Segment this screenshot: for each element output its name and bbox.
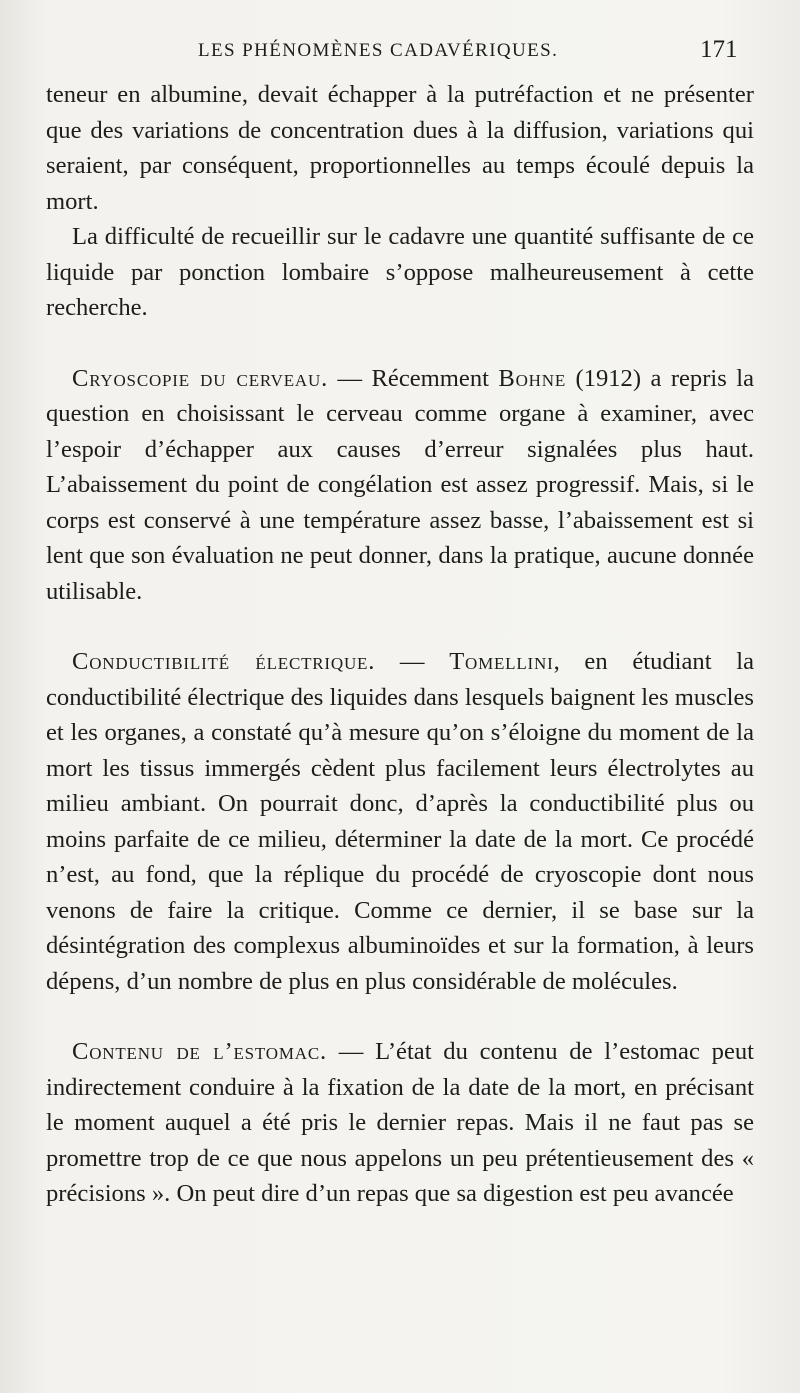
body-text	[46, 77, 754, 1212]
section-body-cryoscopie: (1912) a repris la question en choisissant le cerveau comme organe à examiner, avec l’espoir d’échapper aux causes d’erreur signalées plus haut. L’abaissement du point de congélation est assez progressif. Mais, si le corps est conservé à une température assez basse, l’abaissement est si lent que son évaluation ne peut donner, dans la pratique, aucune donnée utilisable.	[46, 364, 755, 605]
section-conductibilite	[46, 644, 754, 999]
paragraph-continuation: teneur en albumine, devait échapper à la putréfaction et ne présenter que des variations de concentration dues à la diffusion, variations qui seraient, par conséquent, proportionnelles au temps écoulé depuis la mort.	[46, 81, 754, 215]
paragraph-liquide: La difficulté de recueillir sur le cadavre une quantité suffisante de ce liquide par ponction lombaire s’oppose malheureusement à cette recherche.	[46, 223, 754, 321]
section-estomac	[46, 1034, 754, 1212]
section-dash: — Récemment	[328, 364, 499, 392]
section-body-estomac: — L’état du contenu de l’estomac peut indirectement conduire à la fixation de la date de la mort, en précisant le moment auquel a été pris le dernier repas. Mais il ne faut pas se promettre trop de ce que nous appelons un peu prétentieusement des « précisions ». On peut dire d’un repas que sa digestion est peu avancée	[46, 1038, 754, 1207]
running-head	[0, 34, 800, 74]
author-name: Tomellini	[449, 648, 554, 675]
section-heading-conductibilite: Conductibilité électrique.	[72, 648, 376, 675]
section-heading-cryoscopie: Cryoscopie du cerveau.	[72, 364, 329, 392]
section-heading-estomac: Contenu de l’estomac.	[72, 1038, 327, 1065]
running-title: LES PHÉNOMÈNES CADAVÉRIQUES.	[198, 40, 559, 61]
page-number: 171	[700, 36, 738, 63]
section-dash: —	[375, 648, 450, 675]
section-body-conductibilite: , en étudiant la conductibilité électrique des liquides dans lesquels baignent les muscles et les organes, a constaté qu’à mesure qu’on s’éloigne du moment de la mort les tissus immergés cèdent plus facilement leurs électrolytes au milieu ambiant. On pourrait donc, d’après la conductibilité plus ou moins parfaite de ce milieu, déterminer la date de la mort. Ce procédé n’est, au fond, que la réplique du procédé de cryoscopie dont nous venons de faire la critique. Comme ce dernier, il se base sur la désintégration des complexus albuminoïdes et sur la formation, à leurs dépens, d’un nombre de plus en plus considérable de molécules.	[46, 648, 755, 995]
section-cryoscopie	[46, 361, 754, 610]
author-name: Bohne	[498, 364, 567, 392]
